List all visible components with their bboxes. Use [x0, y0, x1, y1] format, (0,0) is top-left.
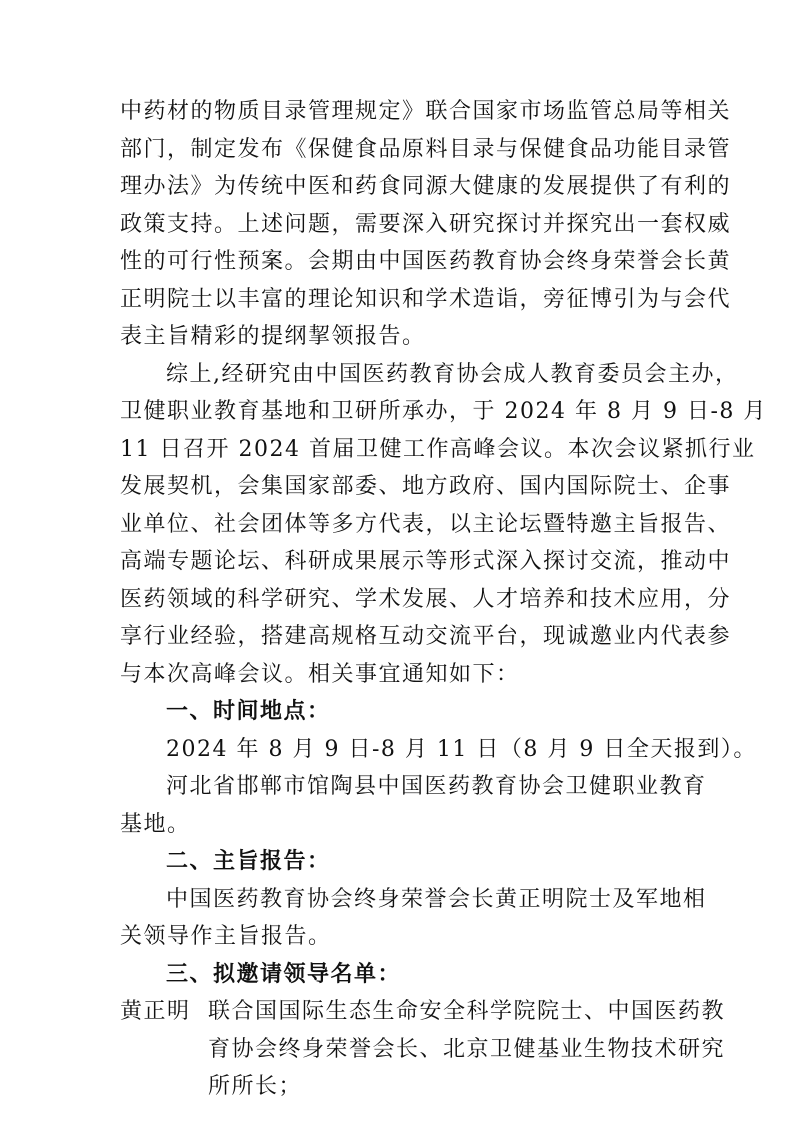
text-line: 性的可行性预案。会期由中国医药教育协会终身荣誉会长黄	[120, 249, 732, 274]
text-line: 与本次高峰会议。相关事宜通知如下：	[120, 662, 520, 687]
text-line: 高端专题论坛、科研成果展示等形式深入探讨交流，推动中	[120, 549, 732, 574]
text-line: 表主旨精彩的提纲挈领报告。	[120, 324, 426, 349]
leader-title-line: 育协会终身荣誉会长、北京卫健基业生物技术研究	[208, 1037, 726, 1062]
text-line: 11 日召开 2024 首届卫健工作高峰会议。本次会议紧抓行业	[120, 437, 756, 462]
text-line: 部门，制定发布《保健食品原料目录与保健食品功能目录管	[120, 137, 732, 162]
leader-title-line: 联合国国际生态生命安全科学院院士、中国医药教	[208, 999, 726, 1024]
place-line: 基地。	[120, 812, 191, 837]
text-line: 中药材的物质目录管理规定》联合国家市场监管总局等相关	[120, 99, 732, 124]
leader-title-line: 所所长；	[208, 1074, 303, 1099]
section-heading-keynote: 二、主旨报告：	[166, 849, 331, 874]
text-line: 正明院士以丰富的理论知识和学术造诣，旁征博引为与会代	[120, 287, 732, 312]
section-heading-invited-leaders: 三、拟邀请领导名单：	[166, 962, 402, 987]
text-line: 业单位、社会团体等多方代表，以主论坛暨特邀主旨报告、	[120, 512, 732, 537]
text-line: 享行业经验，搭建高规格互动交流平台，现诚邀业内代表参	[120, 624, 732, 649]
time-line: 2024 年 8 月 9 日-8 月 11 日（8 月 9 日全天报到）。	[166, 737, 757, 762]
text-line: 政策支持。上述问题，需要深入研究探讨并探究出一套权威	[120, 212, 732, 237]
keynote-line: 中国医药教育协会终身荣誉会长黄正明院士及军地相	[166, 887, 707, 912]
text-line: 综上,经研究由中国医药教育协会成人教育委员会主办，	[166, 362, 739, 387]
section-heading-time-place: 一、时间地点：	[166, 699, 331, 724]
text-line: 卫健职业教育基地和卫研所承办，于 2024 年 8 月 9 日-8 月	[120, 399, 767, 424]
text-line: 发展契机，会集国家部委、地方政府、国内国际院士、企事	[120, 474, 732, 499]
keynote-line: 关领导作主旨报告。	[120, 924, 332, 949]
text-line: 理办法》为传统中医和药食同源大健康的发展提供了有利的	[120, 174, 732, 199]
leader-name: 黄正明	[120, 999, 191, 1024]
place-line: 河北省邯郸市馆陶县中国医药教育协会卫健职业教育	[166, 774, 707, 799]
text-line: 医药领域的科学研究、学术发展、人才培养和技术应用，分	[120, 587, 732, 612]
